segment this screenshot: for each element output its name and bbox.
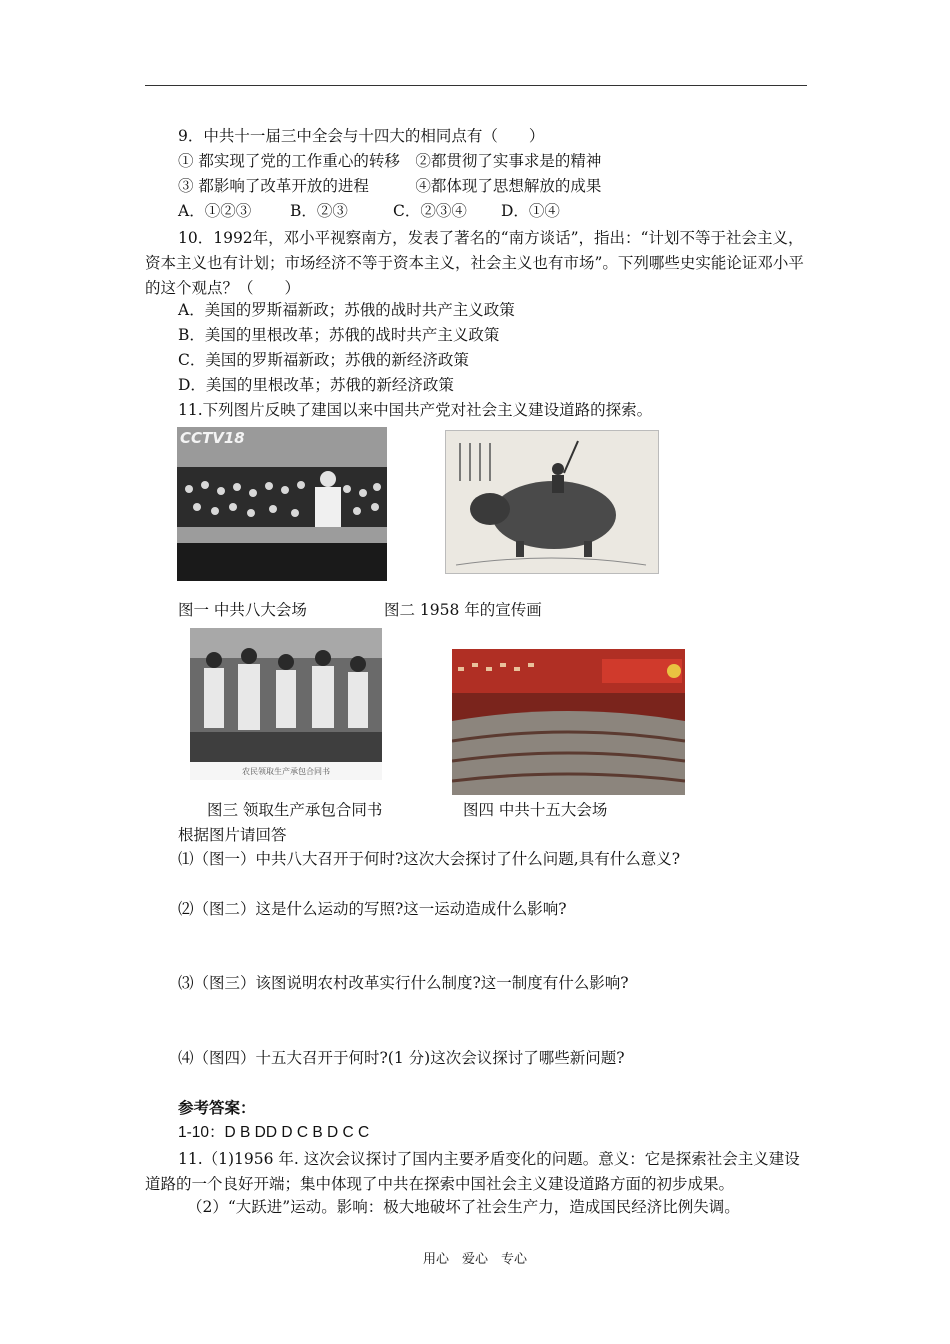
- figure-3-caption: 图三 领取生产承包合同书: [207, 801, 383, 819]
- answer-11-part-2: （2）“大跃进”运动。影响：极大地破坏了社会生产力，造成国民经济比例失调。: [187, 1198, 740, 1216]
- figure-1-caption: 图一 中共八大会场: [178, 601, 307, 619]
- q9-option-a: A．①②③: [178, 202, 252, 220]
- figure-3-image: [190, 628, 382, 780]
- header-rule: [145, 85, 807, 86]
- figure-2-caption: 图二 1958 年的宣传画: [384, 601, 542, 619]
- figure-4-image: [452, 649, 685, 795]
- q10-option-d: D．美国的里根改革；苏俄的新经济政策: [178, 376, 454, 394]
- q11-sub-2: ⑵（图二）这是什么运动的写照?这一运动造成什么影响?: [178, 900, 567, 918]
- q9-statement-1: ① 都实现了党的工作重心的转移 ②都贯彻了实事求是的精神: [178, 152, 602, 170]
- q9-options: [178, 201, 560, 221]
- answers-heading: 参考答案：: [178, 1098, 256, 1117]
- q9-stem: 9．中共十一届三中全会与十四大的相同点有（ ）: [178, 127, 545, 145]
- q9-statement-2: ③ 都影响了改革开放的进程 ④都体现了思想解放的成果: [178, 177, 602, 195]
- q9-option-c: C．②③④: [393, 202, 467, 220]
- q11-sub-3: ⑶（图三）该图说明农村改革实行什么制度?这一制度有什么影响?: [178, 974, 629, 992]
- page-footer: 用心 爱心 专心: [422, 1252, 527, 1267]
- cctv-logo: CCTV18: [180, 429, 245, 447]
- answers-multiple-choice: 1-10：D B DD D C B D C C: [178, 1124, 370, 1141]
- q10-option-a: A．美国的罗斯福新政；苏俄的战时共产主义政策: [178, 301, 515, 319]
- q9-option-d: D．①④: [501, 202, 560, 220]
- q10-option-b: B．美国的里根改革；苏俄的战时共产主义政策: [178, 326, 500, 344]
- answer-11-part-1: 11.（1)1956 年. 这次会议探讨了国内主要矛盾变化的问题。意义：它是探索社会主义建设道路的一个良好开端；集中体现了中共在探索中国社会主义建设道路方面的初步成果。: [145, 1150, 800, 1193]
- q11-sub-1: ⑴（图一）中共八大召开于何时?这次大会探讨了什么问题,具有什么意义?: [178, 850, 681, 868]
- q11-prompt: 根据图片请回答: [178, 826, 287, 844]
- figure-3-inner-caption: 农民领取生产承包合同书: [242, 767, 330, 776]
- q10-option-c: C．美国的罗斯福新政；苏俄的新经济政策: [178, 351, 469, 369]
- q11-sub-4: ⑷（图四）十五大召开于何时?(1 分)这次会议探讨了哪些新问题?: [178, 1049, 625, 1067]
- q10-stem: 10．1992年，邓小平视察南方，发表了著名的“南方谈话”，指出：“计划不等于社会主义，资本主义也有计划；市场经济不等于资本主义，社会主义也有市场”。下列哪些史实能论证邓小平的这个观点？（ ）: [145, 229, 804, 297]
- q9-option-b: B．②③: [290, 202, 348, 220]
- figure-2-image: [445, 430, 659, 574]
- q11-stem: 11.下列图片反映了建国以来中国共产党对社会主义建设道路的探索。: [178, 401, 653, 419]
- figure-4-caption: 图四 中共十五大会场: [463, 801, 608, 819]
- figure-1-image: [177, 427, 387, 581]
